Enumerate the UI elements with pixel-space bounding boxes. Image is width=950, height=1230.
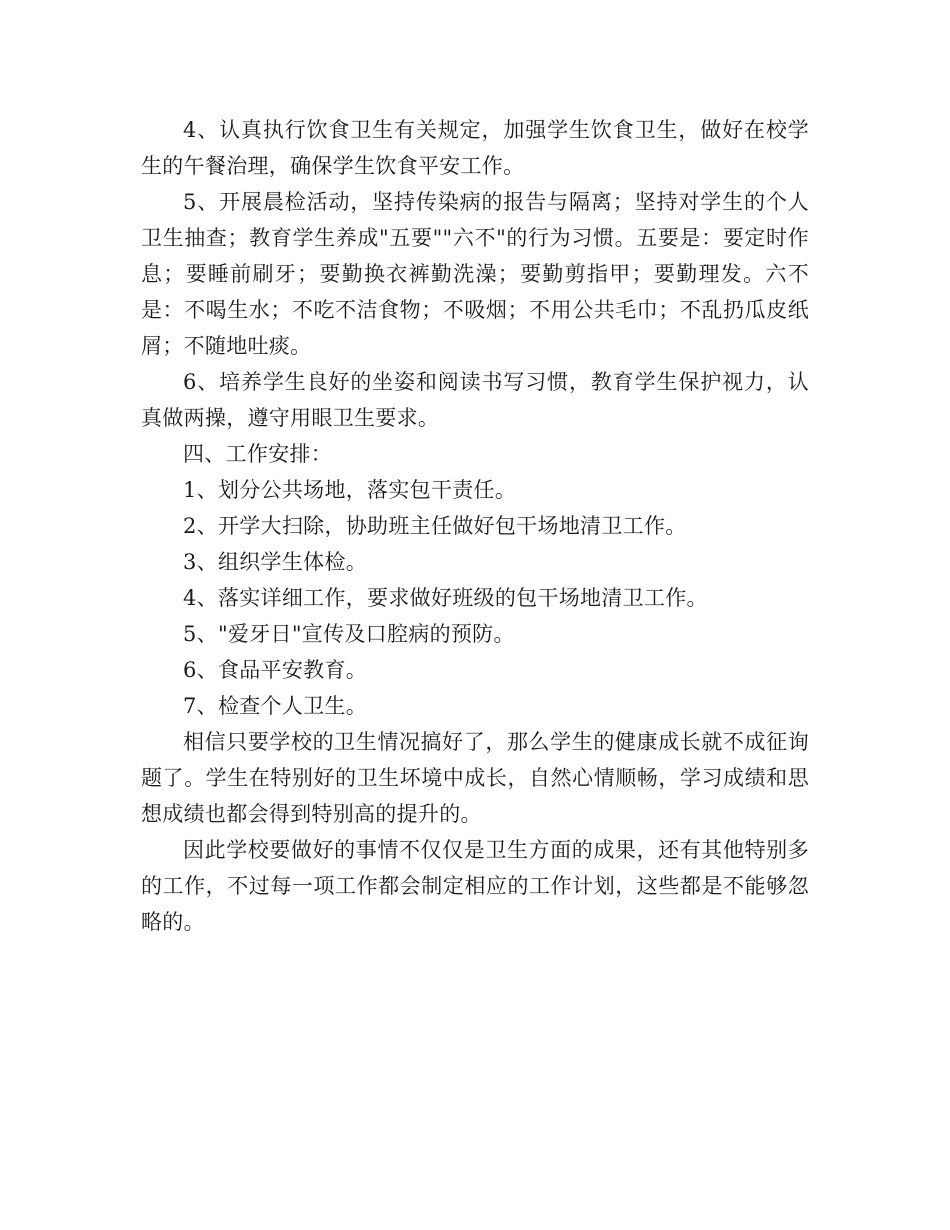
document-body [141,112,809,940]
paragraph-conclusion-1: 相信只要学校的卫生情况搞好了，那么学生的健康成长就不成征询题了。学生在特别好的卫生坏境中成长，自然心情顺畅，学习成绩和思想成绩也都会得到特别高的提升的。 [141,730,809,826]
list-item-3: 3、组织学生体检。 [183,550,368,574]
list-item-2: 2、开学大扫除，协助班主任做好包干场地清卫工作。 [183,514,687,538]
section-heading-work-arrangement: 四、工作安排： [183,442,333,466]
list-item-1: 1、划分公共场地，落实包干责任。 [183,478,517,502]
paragraph-item-4-diet-hygiene: 4、认真执行饮食卫生有关规定，加强学生饮食卫生，做好在校学生的午餐治理，确保学生饮食平安工作。 [141,118,809,178]
list-item-4: 4、落实详细工作，要求做好班级的包干场地清卫工作。 [183,586,708,610]
paragraph-item-6-posture-vision: 6、培养学生良好的坐姿和阅读书写习惯，教育学生保护视力，认真做两操，遵守用眼卫生要求。 [141,370,809,430]
list-item-5: 5、"爱牙日"宣传及口腔病的预防。 [183,622,515,646]
paragraph-item-5-morning-check: 5、开展晨检活动，坚持传染病的报告与隔离；坚持对学生的个人卫生抽查；教育学生养成"五要""六不"的行为习惯。五要是：要定时作息；要睡前刷牙；要勤换衣裤勤洗澡；要勤剪指甲；要勤理发。六不是：不喝生水；不吃不洁食物；不吸烟；不用公共毛巾；不乱扔瓜皮纸屑；不随地吐痰。 [141,190,809,358]
list-item-6: 6、食品平安教育。 [183,658,368,682]
list-item-7: 7、检查个人卫生。 [183,694,368,718]
paragraph-conclusion-2: 因此学校要做好的事情不仅仅是卫生方面的成果，还有其他特别多的工作，不过每一项工作都会制定相应的工作计划，这些都是不能够忽略的。 [141,838,809,934]
